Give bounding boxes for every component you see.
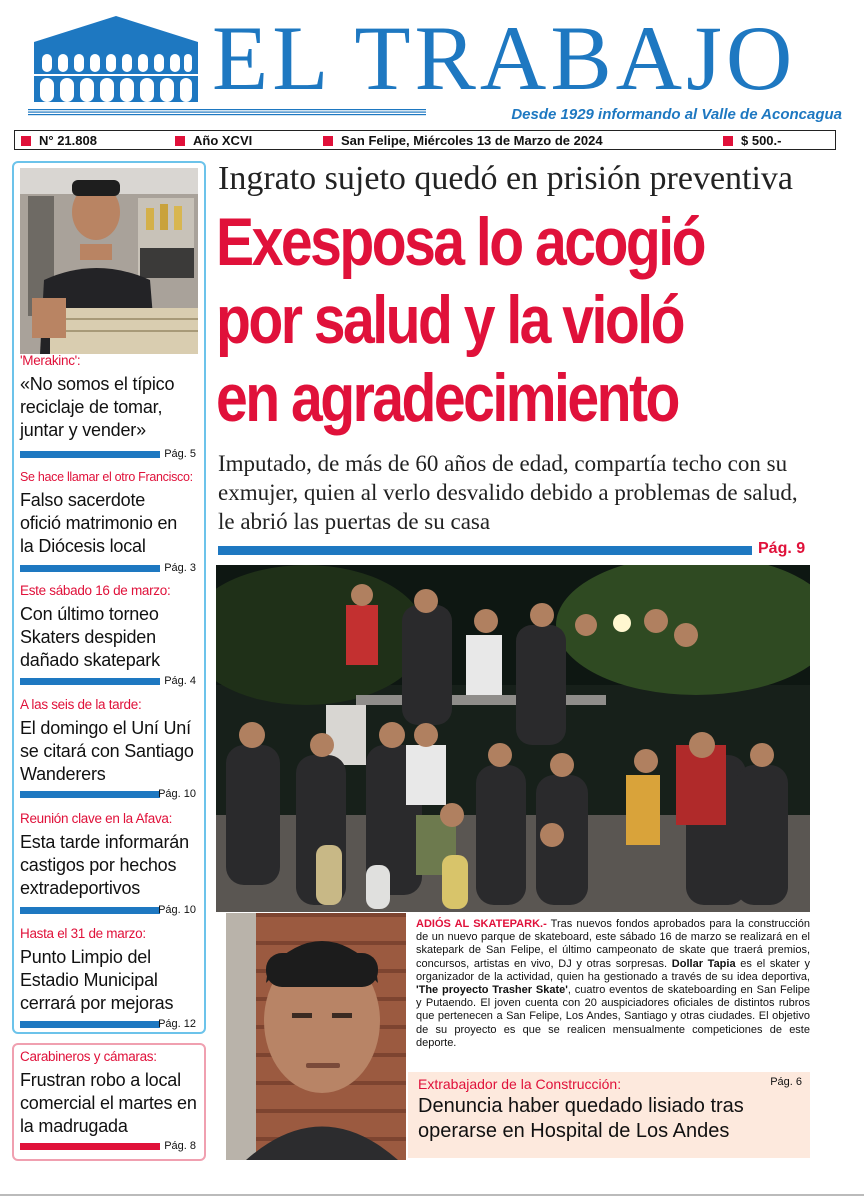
sidebar-item-headline[interactable]: Con último torneo Skaters despiden dañado skatepark <box>20 604 160 670</box>
sidebar-item-bar <box>20 907 160 914</box>
square-bullet-icon <box>175 136 185 146</box>
sidebar-item-page: Pág. 10 <box>158 788 196 800</box>
sidebar-item-headline[interactable]: El domingo el Uní Uní se citará con Santiago Wanderers <box>20 718 194 784</box>
sidebar <box>12 161 206 1034</box>
masthead-tagline: Desde 1929 informando al Valle de Aconcagua <box>511 106 842 123</box>
main-headline-line[interactable]: en agradecimiento <box>216 360 678 436</box>
masthead-rule <box>28 108 426 116</box>
main-story-bar <box>218 546 752 555</box>
sidebar-item-kicker: A las seis de la tarde: <box>20 697 142 712</box>
bottom-story-kicker: Extrabajador de la Construcción: <box>418 1076 622 1092</box>
sidebar-bottom-headline[interactable]: Frustran robo a local comercial el martes en la madrugada <box>20 1070 197 1136</box>
photo-caption <box>416 918 810 1050</box>
main-story-deck: Imputado, de más de 60 años de edad, compartía techo con su exmujer, quien al verlo desvalido debido a problemas de salud, le abrió las puertas de su casa <box>218 451 798 534</box>
caption-text: Tras nuevos fondos aprobados para la construcción de un nuevo parque de skateboard, este sábado 16 de marzo se realizará en el skatepark de San Felipe, el último campeonato de skate que traerá premios, concursos, artistas en vivo, DJ y otras sorpresas. <box>416 918 810 970</box>
square-bullet-icon <box>723 136 733 146</box>
square-bullet-icon <box>21 136 31 146</box>
caption-text: , cuatro eventos de skateboarding en San Felipe y Putaendo. El joven cuenta con 20 auspiciadores oficiales de distintos rubros que pertenecen a San Felipe, Los Andes, Santiago y otras ciudades. El objetivo de su proyecto es que se realicen mensualmente competiciones de este deporte. <box>416 984 810 1049</box>
sidebar-item-bar <box>20 1021 160 1028</box>
sidebar-item-page: Pág. 4 <box>164 675 196 687</box>
inset-portrait-photo <box>226 913 406 1160</box>
sidebar-item-bar <box>20 451 160 458</box>
sidebar-item-page: Pág. 5 <box>164 448 196 460</box>
caption-lead: ADIÓS AL SKATEPARK.- <box>416 918 547 930</box>
building-logo-icon <box>30 12 202 104</box>
caption-name: Dollar Tapia <box>671 957 736 970</box>
sidebar-item-page: Pág. 12 <box>158 1018 196 1030</box>
sidebar-photo-merakinc <box>20 168 198 354</box>
masthead-title: EL TRABAJO <box>212 7 797 109</box>
main-story-page: Pág. 9 <box>758 540 806 557</box>
sidebar-item-headline[interactable]: «No somos el típico reciclaje de tomar, juntar y vender» <box>20 374 175 440</box>
main-story-kicker: Ingrato sujeto quedó en prisión preventiva <box>218 160 794 197</box>
square-bullet-icon <box>323 136 333 146</box>
sidebar-bottom-bar <box>20 1143 160 1150</box>
issue-year-text: Año XCVI <box>193 133 253 148</box>
issue-date <box>323 132 603 149</box>
skatepark-group-photo <box>216 565 810 912</box>
sidebar-item-bar <box>20 791 160 798</box>
issue-number <box>21 132 97 149</box>
issue-number-text: N° 21.808 <box>39 133 97 148</box>
sidebar-item-bar <box>20 678 160 685</box>
bottom-story-page: Pág. 6 <box>770 1076 802 1088</box>
sidebar-item-kicker: Hasta el 31 de marzo: <box>20 926 146 941</box>
sidebar-item-page: Pág. 3 <box>164 562 196 574</box>
sidebar-item-headline[interactable]: Esta tarde informarán castigos por hechos extradeportivos <box>20 832 189 898</box>
sidebar-item-bar <box>20 565 160 572</box>
sidebar-item-kicker: Se hace llamar el otro Francisco: <box>20 470 193 484</box>
info-bar <box>14 130 836 150</box>
main-headline-line[interactable]: Exesposa lo acogió <box>216 204 704 280</box>
sidebar-item-kicker: 'Merakinc': <box>20 353 81 368</box>
issue-price <box>723 132 781 149</box>
sidebar-item-kicker: Reunión clave en la Afava: <box>20 811 173 826</box>
sidebar-item-headline[interactable]: Punto Limpio del Estadio Municipal cerrará por mejoras <box>20 947 174 1013</box>
issue-date-text: San Felipe, Miércoles 13 de Marzo de 2024 <box>341 133 603 148</box>
footer-rule <box>0 1194 864 1196</box>
bottom-story-box <box>408 1072 810 1158</box>
sidebar-item-kicker: Este sábado 16 de marzo: <box>20 583 171 598</box>
caption-project: 'The proyecto Trasher Skate' <box>416 984 568 997</box>
issue-year <box>175 132 252 149</box>
issue-price-text: $ 500.- <box>741 133 782 148</box>
sidebar-bottom-kicker: Carabineros y cámaras: <box>20 1049 157 1064</box>
bottom-story-headline[interactable]: Denuncia haber quedado lisiado tras operarse en Hospital de Los Andes <box>418 1095 744 1142</box>
sidebar-item-headline[interactable]: Falso sacerdote ofició matrimonio en la Diócesis local <box>20 490 178 556</box>
caption-text: es el skater y organizador de la actividad, quien ha gestionado a través de su idea deportiva, <box>416 957 810 983</box>
main-headline-line[interactable]: por salud y la violó <box>216 282 683 358</box>
sidebar-bottom-page: Pág. 8 <box>164 1140 196 1152</box>
sidebar-bottom-box <box>12 1043 206 1161</box>
sidebar-item-page: Pág. 10 <box>158 904 196 916</box>
